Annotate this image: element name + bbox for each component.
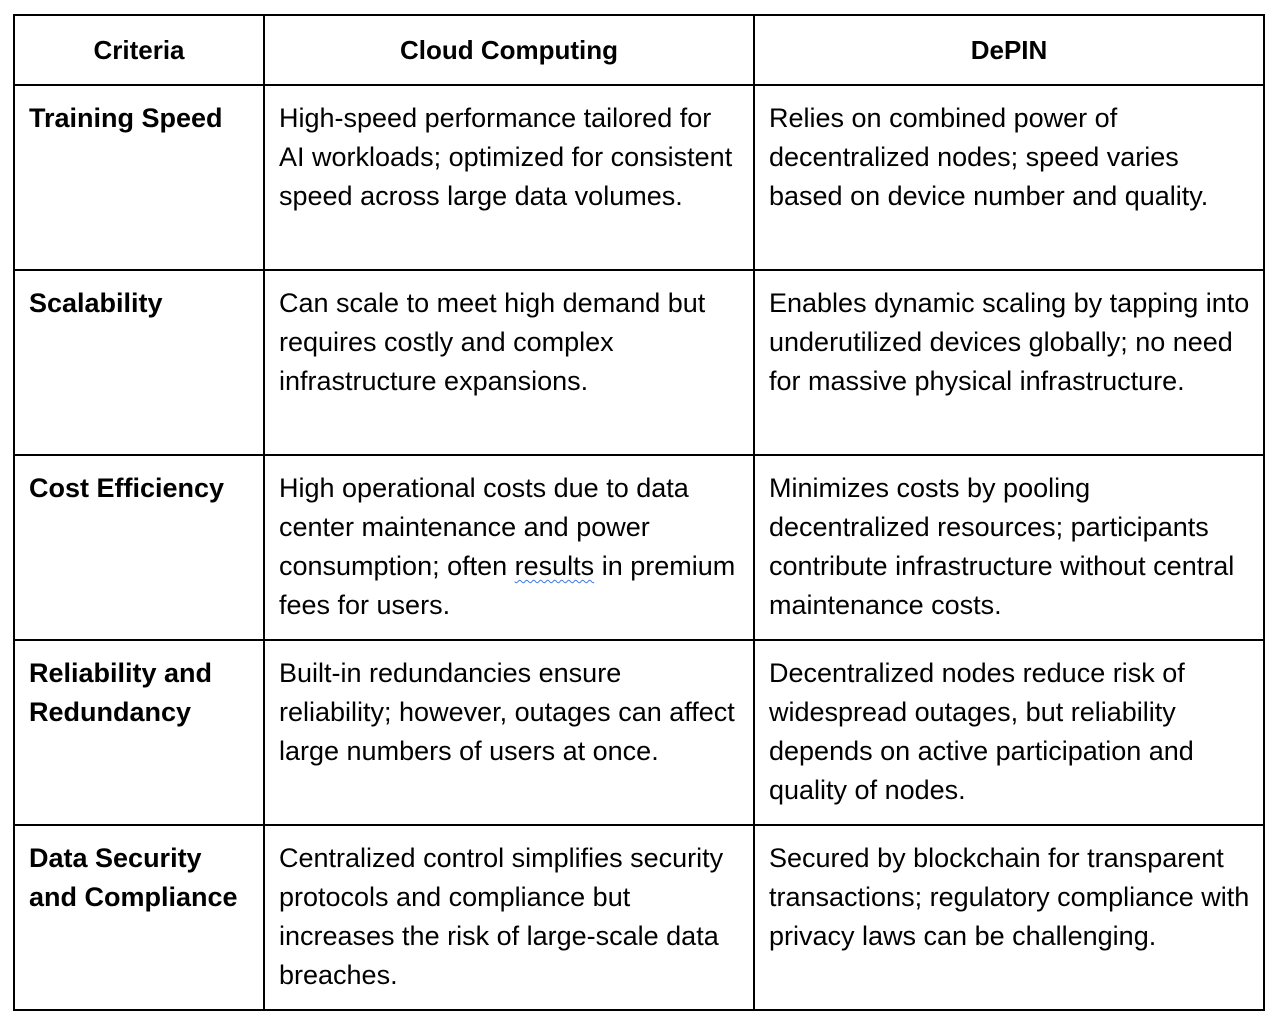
- table-row: [14, 85, 1264, 270]
- depin-cell: Secured by blockchain for transparent transactions; regulatory compliance with privacy laws can be challenging.: [754, 825, 1264, 1010]
- cloud-text-before: High operational costs due to data center maintenance and power consumption; often: [279, 473, 689, 581]
- criteria-cell: Scalability: [14, 270, 264, 455]
- spellcheck-flagged-word[interactable]: results: [514, 551, 595, 581]
- cloud-cell: Centralized control simplifies security protocols and compliance but increases the risk of large-scale data breaches.: [264, 825, 754, 1010]
- criteria-cell: Reliability and Redundancy: [14, 640, 264, 825]
- cloud-cell: Built-in redundancies ensure reliability; however, outages can affect large numbers of users at once.: [264, 640, 754, 825]
- table-body: [14, 85, 1264, 1010]
- depin-cell: Decentralized nodes reduce risk of widespread outages, but reliability depends on active participation and quality of nodes.: [754, 640, 1264, 825]
- table-header: [14, 15, 1264, 85]
- table-row: [14, 455, 1264, 640]
- table-row: [14, 825, 1264, 1010]
- comparison-table: [13, 14, 1265, 1011]
- cloud-text-after: in premium fees for users.: [279, 551, 736, 620]
- cloud-cell: [264, 455, 754, 640]
- depin-cell: Enables dynamic scaling by tapping into underutilized devices globally; no need for massive physical infrastructure.: [754, 270, 1264, 455]
- depin-cell: Relies on combined power of decentralized nodes; speed varies based on device number and quality.: [754, 85, 1264, 270]
- depin-cell: Minimizes costs by pooling decentralized resources; participants contribute infrastructure without central maintenance costs.: [754, 455, 1264, 640]
- table-row: [14, 270, 1264, 455]
- cloud-cell: High-speed performance tailored for AI workloads; optimized for consistent speed across large data volumes.: [264, 85, 754, 270]
- header-row: [14, 15, 1264, 85]
- criteria-cell: Data Security and Compliance: [14, 825, 264, 1010]
- cloud-cell: Can scale to meet high demand but requires costly and complex infrastructure expansions.: [264, 270, 754, 455]
- header-depin: DePIN: [754, 15, 1264, 85]
- criteria-cell: Cost Efficiency: [14, 455, 264, 640]
- table-row: [14, 640, 1264, 825]
- header-cloud-computing: Cloud Computing: [264, 15, 754, 85]
- header-criteria: Criteria: [14, 15, 264, 85]
- criteria-cell: Training Speed: [14, 85, 264, 270]
